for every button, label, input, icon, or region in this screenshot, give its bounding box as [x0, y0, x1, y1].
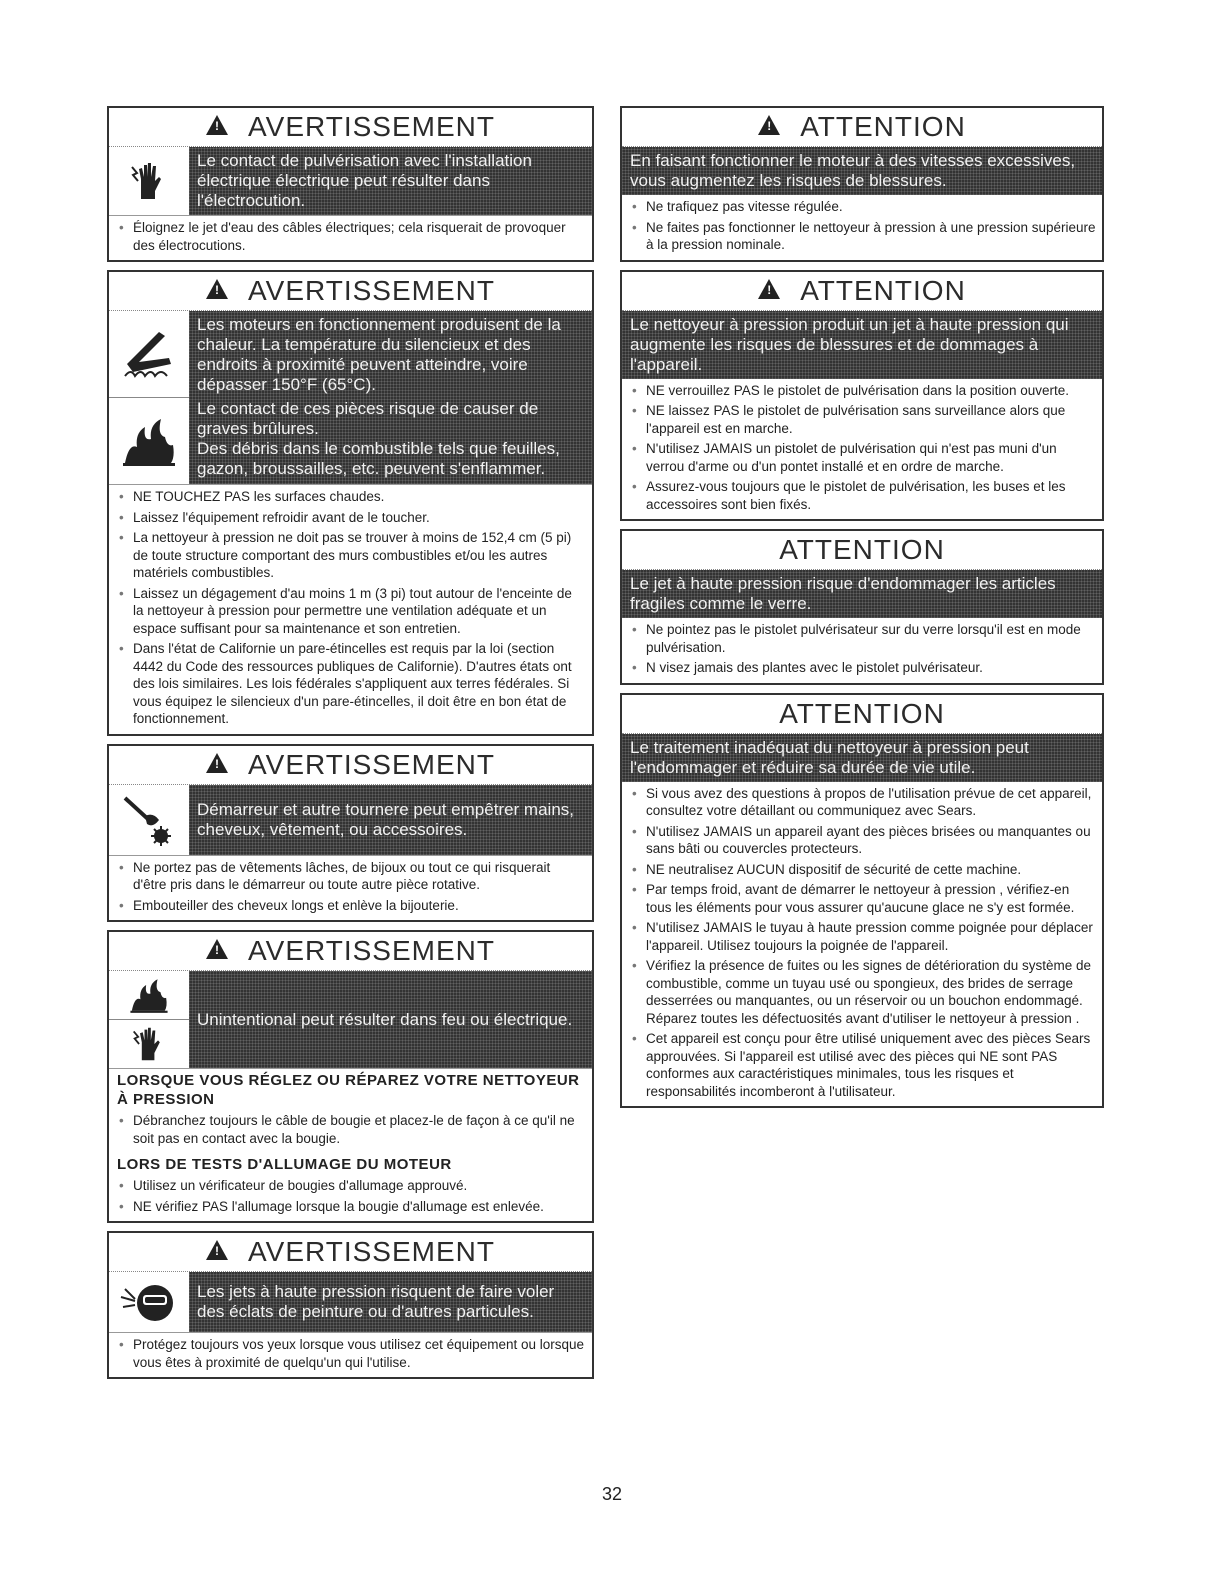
list-item: • NE neutralisez AUCUN dispositif de sécurité de cette machine. — [630, 861, 1096, 879]
warning-eye-protection — [107, 1231, 594, 1379]
list-item: • NE TOUCHEZ PAS les surfaces chaudes. — [117, 488, 586, 506]
list-item: • Par temps froid, avant de démarrer le nettoyeur à pression , vérifiez-en tous les éléments pour vous assurer qu'aucune glace ne s'y est formée. — [630, 881, 1096, 916]
warning-triangle-icon — [758, 115, 780, 135]
list-item: • Ne faites pas fonctionner le nettoyeur à pression à une pression supérieure à la pression nominale. — [630, 219, 1096, 254]
hazard-text: Les moteurs en fonctionnement produisent de la chaleur. La température du silencieux et des endroits à proximité peuvent atteindre, voire dépasser 150°F (65°C). — [197, 315, 561, 394]
list-item: • Assurez-vous toujours que le pistolet de pulvérisation, les buses et les accessoires sont bien fixés. — [630, 478, 1096, 513]
caution-overspeed — [620, 106, 1104, 262]
hazard-text: Des débris dans le combustible tels que feuilles, gazon, broussailles, etc. peuvent s'enflammer. — [197, 439, 560, 478]
hazard-text: Les jets à haute pression risquent de faire voler des éclats de peinture ou d'autres particules. — [197, 1282, 555, 1321]
list-item: • N'utilisez JAMAIS le tuyau à haute pression comme poignée pour déplacer l'appareil. Utilisez toujours la poignée de l'appareil. — [630, 919, 1096, 954]
hot-surface-icon — [109, 311, 189, 398]
list-item: • NE laissez PAS le pistolet de pulvérisation sans surveillance alors que l'appareil est en marche. — [630, 402, 1096, 437]
warning-triangle-icon — [206, 1240, 228, 1260]
hazard-text: Démarreur et autre tournere peut empêtrer mains, cheveux, vêtement, ou accessoires. — [197, 799, 575, 839]
box-header: ATTENTION — [800, 111, 966, 142]
hazard-text: Le contact de ces pièces risque de causer de graves brûlures. — [197, 399, 539, 438]
hazard-text: En faisant fonctionner le moteur à des vitesses excessives, vous augmentez les risques de blessures. — [630, 151, 1076, 190]
box-header: ATTENTION — [779, 697, 945, 729]
warning-triangle-icon — [206, 939, 228, 959]
warning-triangle-icon — [206, 115, 228, 135]
warning-fire-electric — [107, 930, 594, 1223]
section-subheading: LORSQUE VOUS RÉGLEZ OU RÉPAREZ VOTRE NETTOYEUR À PRESSION — [117, 1072, 580, 1108]
list-item: • N'utilisez JAMAIS un appareil ayant des pièces brisées ou manquantes ou sans bâti ou couvercles protecteurs. — [630, 823, 1096, 858]
page-number: 32 — [601, 1484, 623, 1504]
warning-triangle-icon — [206, 753, 228, 773]
list-item: • Ne portez pas de vêtements lâches, de bijoux ou tout ce qui risquerait d'être pris dans le démarreur ou toute autre pièce rotative. — [117, 859, 586, 894]
warning-entanglement — [107, 744, 594, 923]
list-item: • N'utilisez JAMAIS un pistolet de pulvérisation qui n'est pas muni d'un verrou d'arme ou d'un pontet installé et en ordre de marche. — [630, 440, 1096, 475]
list-item: • Éloignez le jet d'eau des câbles électriques; cela risquerait de provoquer des électrocutions. — [117, 219, 586, 254]
caution-high-pressure — [620, 270, 1104, 522]
list-item: • Ne trafiquez pas vitesse régulée. — [630, 198, 1096, 216]
warning-triangle-icon — [758, 279, 780, 299]
left-column — [107, 106, 594, 1387]
box-header: AVERTISSEMENT — [248, 1236, 495, 1267]
list-item: • Protégez toujours vos yeux lorsque vous utilisez cet équipement ou lorsque vous êtes à proximité de quelqu'un qui l'utilise. — [117, 1336, 586, 1371]
caution-fragile — [620, 529, 1104, 685]
fire-icon — [109, 398, 189, 484]
warning-electrocution — [107, 106, 594, 262]
warning-hot-surfaces — [107, 270, 594, 736]
list-item: • Débranchez toujours le câble de bougie et placez-le de façon à ce qu'il ne soit pas en contact avec la bougie. — [117, 1112, 586, 1147]
hazard-text: Le contact de pulvérisation avec l'installation électrique électrique peut résulter dans l'électrocution. — [197, 151, 532, 210]
hazard-text: Le traitement inadéquat du nettoyeur à pression peut l'endommager et réduire sa durée de vie utile. — [630, 737, 1029, 777]
eye-protection-icon — [109, 1272, 189, 1332]
box-header: AVERTISSEMENT — [248, 748, 495, 780]
box-header: ATTENTION — [779, 534, 945, 565]
box-header: ATTENTION — [800, 274, 966, 306]
fire-icon — [109, 971, 189, 1020]
list-item: • Vérifiez la présence de fuites ou les signes de détérioration du système de combustible, comme un tuyau usé ou spongieux, des brides de serrage desserrées ou manquantes, ou un réservoir ou un bouchon endommagé. Réparez toutes les défectuosités avant d'utiliser le nettoyeur à pression . — [630, 957, 1096, 1027]
list-item: • Ne pointez pas le pistolet pulvérisateur sur du verre lorsqu'il est en mode pulvérisation. — [630, 621, 1096, 656]
list-item: • Laissez l'équipement refroidir avant de le toucher. — [117, 509, 586, 527]
electric-hand-icon — [109, 1020, 189, 1068]
section-subheading: LORS DE TESTS D'ALLUMAGE DU MOTEUR — [117, 1156, 452, 1173]
list-item: • Dans l'état de Californie un pare-étincelles est requis par la loi (section 4442 du Code des ressources publiques de Californie). D'autres états ont des lois similaires. Les lois fédérales s'appliquent aux terres fédérales. Si vous équipez le silencieux d'un pare-étincelles, il doit être en bon état de fonctionnement. — [117, 640, 586, 728]
box-header: AVERTISSEMENT — [248, 275, 495, 306]
warning-triangle-icon — [206, 279, 228, 299]
list-item: • N visez jamais des plantes avec le pistolet pulvérisateur. — [630, 659, 1096, 677]
hazard-text: Le jet à haute pression risque d'endommager les articles fragiles comme le verre. — [630, 574, 1056, 613]
box-header: AVERTISSEMENT — [248, 935, 495, 966]
list-item: • NE vérifiez PAS l'allumage lorsque la bougie d'allumage est enlevée. — [117, 1198, 586, 1216]
list-item: • Cet appareil est conçu pour être utilisé uniquement avec des pièces Sears approuvées. Si l'appareil est utilisé avec des pièces qui NE sont PAS conformes aux caractéristiques minimales, tous les risques et responsabilités incomberont à l'utilisateur. — [630, 1030, 1096, 1100]
hazard-text: Le nettoyeur à pression produit un jet à haute pression qui augmente les risques de blessures et de dommages à l'appareil. — [630, 314, 1069, 374]
list-item: • Utilisez un vérificateur de bougies d'allumage approuvé. — [117, 1177, 586, 1195]
caution-improper-treatment — [620, 693, 1104, 1109]
box-header: AVERTISSEMENT — [248, 111, 495, 142]
list-item: • Embouteiller des cheveux longs et enlève la bijouterie. — [117, 897, 586, 915]
list-item: • NE verrouillez PAS le pistolet de pulvérisation dans la position ouverte. — [630, 382, 1096, 400]
electric-hand-icon — [109, 147, 189, 215]
right-column — [620, 106, 1104, 1116]
list-item: • La nettoyeur à pression ne doit pas se trouver à moins de 152,4 cm (5 pi) de toute structure comportant des murs combustibles et/ou les autres matériels combustibles. — [117, 529, 586, 582]
hazard-text: Unintentional peut résulter dans feu ou électrique. — [197, 1009, 573, 1029]
list-item: • Si vous avez des questions à propos de l'utilisation prévue de cet appareil, consultez votre détaillant ou communiquez avec Sears. — [630, 785, 1096, 820]
list-item: • Laissez un dégagement d'au moins 1 m (3 pi) tout autour de l'enceinte de la nettoyeur à pression pour permettre une ventilation adéquate et un espace suffisant pour sa maintenance et son entretien. — [117, 585, 586, 638]
entanglement-icon — [109, 785, 189, 855]
